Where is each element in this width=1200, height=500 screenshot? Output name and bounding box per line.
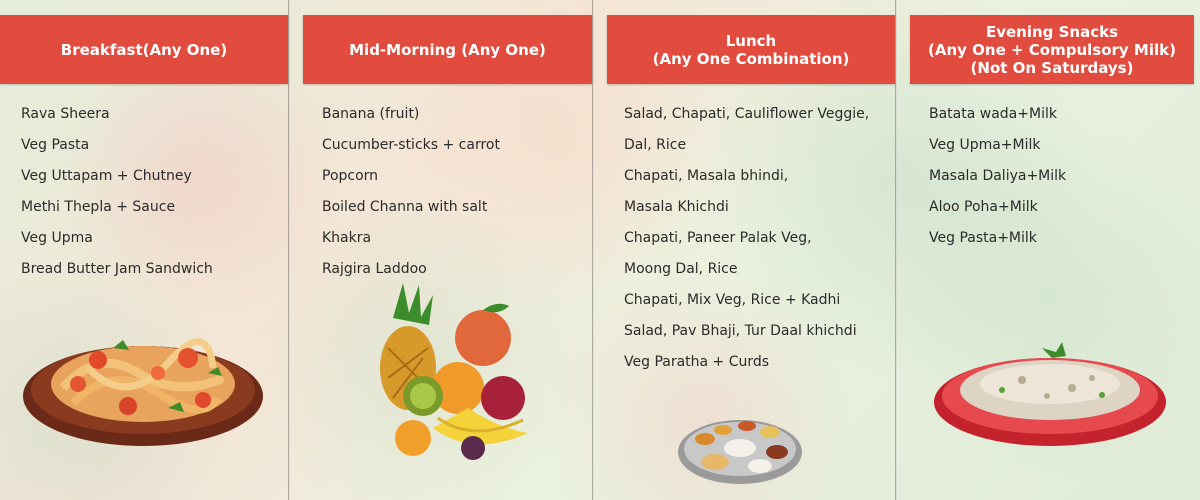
menu-item: Aloo Poha+Milk bbox=[929, 199, 1038, 215]
pasta-plate-image bbox=[18, 318, 268, 448]
menu-item: Chapati, Mix Veg, Rice + Kadhi bbox=[624, 292, 841, 308]
menu-item: Khakra bbox=[322, 230, 372, 246]
menu-item: Bread Butter Jam Sandwich bbox=[21, 261, 213, 277]
column-evening-snacks bbox=[910, 0, 1200, 500]
menu-item: Cucumber-sticks + carrot bbox=[322, 137, 500, 153]
column-header: Lunch (Any One Combination) bbox=[607, 15, 895, 84]
menu-item: Chapati, Masala bhindi, bbox=[624, 168, 789, 184]
menu-item: Masala Khichdi bbox=[624, 199, 729, 215]
menu-list bbox=[624, 102, 869, 381]
column-divider bbox=[895, 0, 897, 500]
column-divider bbox=[592, 0, 594, 500]
menu-list bbox=[929, 102, 1066, 257]
column-header: Mid-Morning (Any One) bbox=[303, 15, 592, 84]
daliya-bowl-image bbox=[932, 340, 1172, 450]
menu-item: Veg Upma bbox=[21, 230, 93, 246]
menu-item: Dal, Rice bbox=[624, 137, 687, 153]
menu-item: Banana (fruit) bbox=[322, 106, 420, 122]
menu-item: Masala Daliya+Milk bbox=[929, 168, 1067, 184]
menu-item: Veg Pasta bbox=[21, 137, 90, 153]
menu-item: Rajgira Laddoo bbox=[322, 261, 427, 277]
column-breakfast bbox=[0, 0, 288, 500]
column-divider bbox=[288, 0, 290, 500]
menu-item: Methi Thepla + Sauce bbox=[21, 199, 176, 215]
fruit-basket-image bbox=[363, 278, 533, 468]
menu-item: Chapati, Paneer Palak Veg, bbox=[624, 230, 812, 246]
menu-item: Veg Pasta+Milk bbox=[929, 230, 1037, 246]
menu-item: Veg Paratha + Curds bbox=[624, 354, 770, 370]
menu-item: Salad, Pav Bhaji, Tur Daal khichdi bbox=[624, 323, 857, 339]
thali-plate-image bbox=[675, 404, 805, 489]
menu-item: Boiled Channa with salt bbox=[322, 199, 488, 215]
menu-item: Rava Sheera bbox=[21, 106, 110, 122]
menu-item: Batata wada+Milk bbox=[929, 106, 1057, 122]
column-header: Breakfast(Any One) bbox=[0, 15, 288, 84]
menu-list bbox=[322, 102, 500, 288]
column-header: Evening Snacks (Any One + Compulsory Milk) (Not On Saturdays) bbox=[910, 15, 1194, 84]
menu-item: Veg Upma+Milk bbox=[929, 137, 1041, 153]
menu-item: Moong Dal, Rice bbox=[624, 261, 738, 277]
menu-list bbox=[21, 102, 213, 288]
menu-item: Salad, Chapati, Cauliflower Veggie, bbox=[624, 106, 870, 122]
column-mid-morning bbox=[303, 0, 592, 500]
menu-item: Popcorn bbox=[322, 168, 379, 184]
column-lunch bbox=[607, 0, 895, 500]
menu-item: Veg Uttapam + Chutney bbox=[21, 168, 192, 184]
